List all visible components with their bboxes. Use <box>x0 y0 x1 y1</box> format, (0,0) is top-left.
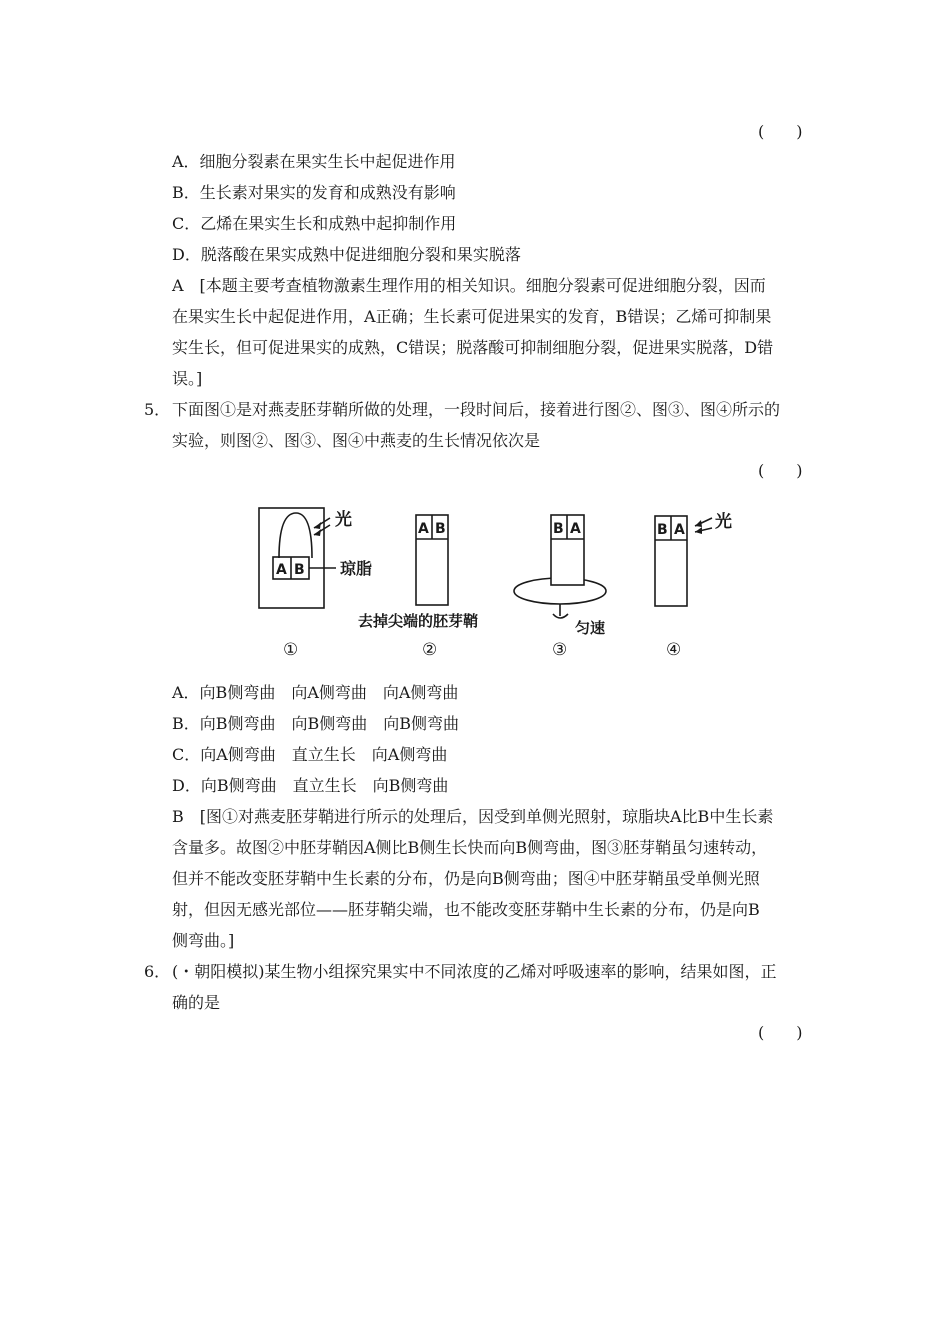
panel-label-3: ③ <box>552 640 568 660</box>
q5-stem-line-2: 实验，则图②、图③、图④中燕麦的生长情况依次是 <box>172 431 541 450</box>
panel-label-4: ④ <box>666 640 682 660</box>
q5-explanation-line-4: 射，但因无感光部位——胚芽鞘尖端，也不能改变胚芽鞘中生长素的分布，仍是向B <box>172 900 760 919</box>
q4-option-b: B．生长素对果实的发育和成熟没有影响 <box>172 183 456 202</box>
p4-block-a: A <box>674 522 685 538</box>
q4-option-a: A．细胞分裂素在果实生长中起促进作用 <box>172 152 456 171</box>
light-label-1: 光 <box>335 510 352 530</box>
q4-explanation-line-1: A [本题主要考查植物激素生理作用的相关知识。细胞分裂素可促进细胞分裂，因而 <box>172 276 766 295</box>
q5-option-a: A．向B侧弯曲 向A侧弯曲 向A侧弯曲 <box>172 683 459 702</box>
agar-label: 琼脂 <box>340 559 373 578</box>
q5-explanation-line-3: 但并不能改变胚芽鞘中生长素的分布，仍是向B侧弯曲；图④中胚芽鞘虽受单侧光照 <box>172 869 760 888</box>
q5-explanation-line-2: 含量多。故图②中胚芽鞘因A侧比B侧生长快而向B侧弯曲，图③胚芽鞘虽匀速转动， <box>172 838 768 857</box>
p4-block-b: B <box>657 522 668 538</box>
q5-option-b: B．向B侧弯曲 向B侧弯曲 向B侧弯曲 <box>172 714 460 733</box>
q5-number: 5． <box>144 400 171 419</box>
q5-explanation-line-1: B [图①对燕麦胚芽鞘进行所示的处理后，因受到单侧光照射，琼脂块A比B中生长素 <box>172 807 774 826</box>
q6-answer-blank: ( ) <box>758 1023 803 1042</box>
q5-option-d: D．向B侧弯曲 直立生长 向B侧弯曲 <box>172 776 449 795</box>
light-label-4: 光 <box>715 512 732 532</box>
p3-block-a: A <box>570 521 581 537</box>
q5-answer-blank: ( ) <box>758 461 803 480</box>
q4-option-c: C．乙烯在果实生长和成熟中起抑制作用 <box>172 214 457 233</box>
p2-block-a: A <box>418 521 429 537</box>
q6-stem-line-2: 确的是 <box>172 993 221 1012</box>
q4-explanation-line-2: 在果实生长中起促进作用，A正确；生长素可促进果实的发育，B错误；乙烯可抑制果 <box>172 307 772 326</box>
q6-stem-line-1: (・朝阳模拟)某生物小组探究果实中不同浓度的乙烯对呼吸速率的影响，结果如图，正 <box>172 962 777 981</box>
p3-block-b: B <box>553 521 564 537</box>
rotate-label: 匀速 <box>575 619 606 637</box>
q5-figure <box>250 498 750 664</box>
decapitated-label: 去掉尖端的胚芽鞘 <box>358 612 479 630</box>
q4-option-d: D．脱落酸在果实成熟中促进细胞分裂和果实脱落 <box>172 245 521 264</box>
p1-block-a: A <box>276 562 287 578</box>
q5-stem-line-1: 下面图①是对燕麦胚芽鞘所做的处理，一段时间后，接着进行图②、图③、图④所示的 <box>172 400 781 419</box>
panel-label-1: ① <box>283 640 299 660</box>
panel-label-2: ② <box>422 640 438 660</box>
p1-block-b: B <box>294 562 305 578</box>
coleoptile-tip-outline <box>279 513 312 558</box>
q4-explanation-line-4: 误。] <box>172 369 203 388</box>
q4-answer-blank: ( ) <box>758 122 803 141</box>
q4-explanation-line-3: 实生长，但可促进果实的成熟，C错误；脱落酸可抑制细胞分裂，促进果实脱落，D错 <box>172 338 774 357</box>
q5-option-c: C．向A侧弯曲 直立生长 向A侧弯曲 <box>172 745 448 764</box>
p2-block-b: B <box>435 521 446 537</box>
q5-explanation-line-5: 侧弯曲。] <box>172 931 235 950</box>
q6-number: 6． <box>144 962 171 981</box>
